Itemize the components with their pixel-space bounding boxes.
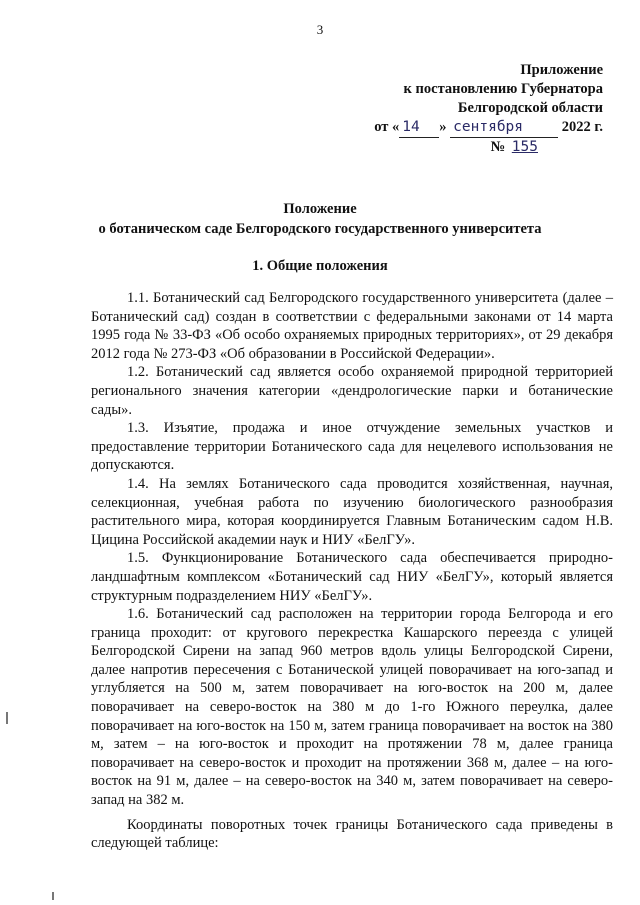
date-prefix: от « (374, 119, 400, 135)
title-line-2: о ботаническом саде Белгородского государственного университета (98, 221, 542, 237)
paragraph-1-1: 1.1. Ботанический сад Белгородского государственного университета (далее – Ботанический сад) создан в соответствии с федеральными законами от 14 марта 1995 года № 33-ФЗ «Об особо охраняемых природных территориях», от 29 декабря 2012 года № 273-ФЗ «Об образовании в Российской Федерации». (91, 290, 613, 362)
appendix-decree: к постановлению Губернатора (403, 81, 603, 97)
paragraph-1-2: 1.2. Ботанический сад является особо охраняемой природной территорией регионального значения категории «дендрологические парки и ботанические сады». (91, 364, 613, 418)
margin-mark-bottom (52, 892, 54, 900)
date-day: 14 (399, 118, 439, 138)
paragraph-1-4: 1.4. На землях Ботанического сада проводится хозяйственная, научная, селекционная, учебная работа по изучению биологического разнообразия растительного мира, которая координируется Главным Ботаническим садом Н.В. Цицина Российской академии наук и НИУ «БелГУ». (91, 475, 613, 548)
title-line-1: Положение (283, 201, 357, 217)
number-value: 155 (511, 139, 538, 155)
date-month: сентября (450, 118, 558, 138)
appendix-number (343, 138, 603, 157)
appendix-region: Белгородской области (457, 100, 603, 116)
number-prefix: № (490, 139, 506, 155)
page-number: 3 (316, 22, 324, 37)
appendix-date (343, 118, 603, 138)
paragraph-1-3: 1.3. Изъятие, продажа и иное отчуждение земельных участков и предоставление территории Ботанического сада для нецелевого использования не допускаются. (91, 420, 613, 474)
section-heading: 1. Общие положения (252, 258, 388, 274)
document-body (91, 289, 613, 853)
document-title (0, 199, 640, 239)
paragraph-1-6: 1.6. Ботанический сад расположен на территории города Белгорода и его граница проходит: от кругового перекрестка Кашарского переезда с улицей Белгородской Сирени на запад 960 метров вдоль улицы Белгородской Сирени, далее напротив пересечения с Ботанической улицей поворачивает на юго-запад и углубляется на 500 м, затем поворачивает на юго-восток на 200 м, далее поворачивает на северо-восток на 380 м до 1-го Южного переулка, далее поворачивает на юго-восток на 150 м, затем граница поворачивает на восток на 380 м, затем – на юго-восток и проходит на протяжении 78 м, далее граница поворачивает на северо-восток и проходит на протяжении 368 м, далее – на юго-восток на 91 м, далее – на северо-восток на 340 м, затем поворачивает на северо-запад на 382 м. (91, 606, 613, 809)
appendix-title: Приложение (520, 62, 603, 78)
appendix-header (343, 61, 603, 157)
paragraph-coordinates-intro: Координаты поворотных точек границы Ботанического сада приведены в следующей таблице: (91, 816, 613, 852)
date-year: 2022 г. (561, 119, 603, 135)
margin-mark-top (6, 712, 8, 724)
date-mid: » (439, 119, 447, 135)
paragraph-1-5: 1.5. Функционирование Ботанического сада обеспечивается природно-ландшафтным комплексом «Ботанический сад НИУ «БелГУ», который является структурным подразделением НИУ «БелГУ». (91, 550, 613, 604)
